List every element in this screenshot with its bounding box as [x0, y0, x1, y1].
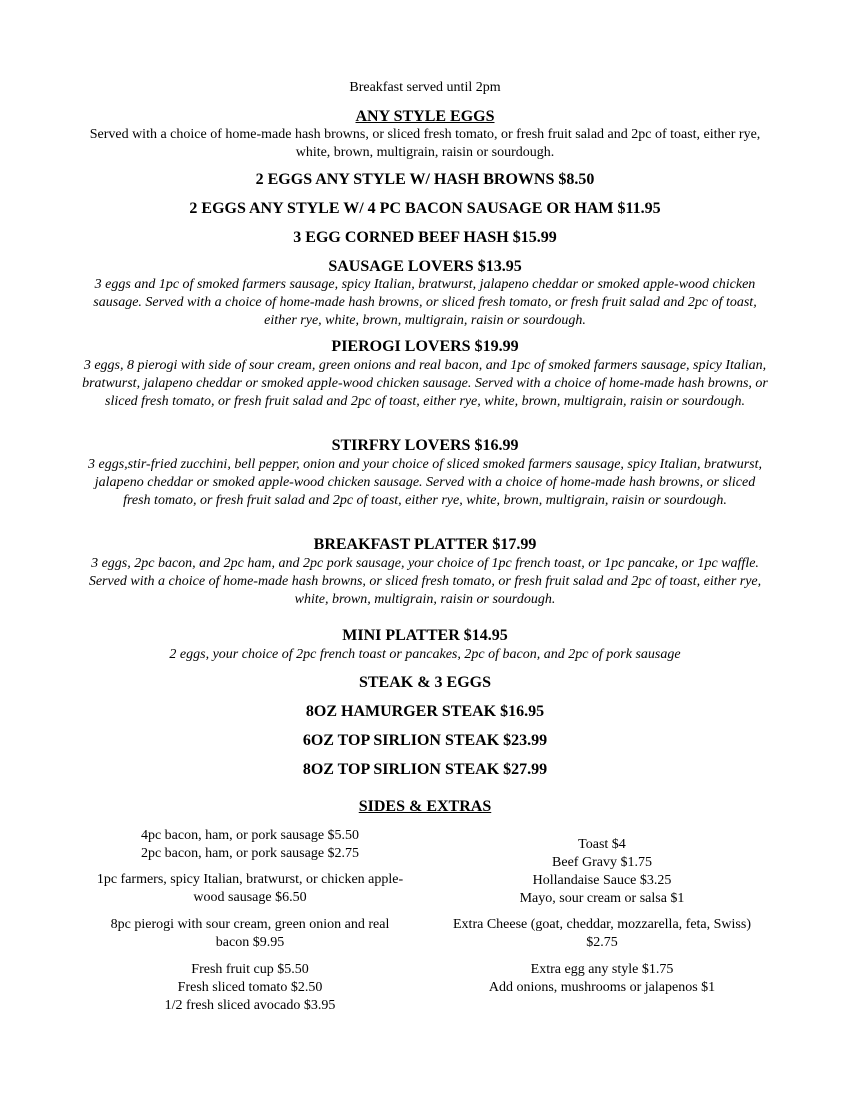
menu-item-stirfry-lovers: STIRFRY LOVERS $16.99	[331, 437, 519, 454]
menu-item-two-eggs-meat: 2 EGGS ANY STYLE W/ 4 PC BACON SAUSAGE OR HAM $11.95	[189, 200, 661, 217]
extras-sauces-group: Toast $4 Beef Gravy $1.75 Hollandaise Sauce $3.25 Mayo, sour cream or salsa $1	[519, 837, 685, 906]
pierogi-lovers-description: 3 eggs, 8 pierogi with side of sour cream, green onions and real bacon, and 1pc of smoked farmers sausage, spicy Italian, bratwurst, jalapeno cheddar or smoked apple-wood chicken sausage. Served with a choice of home-made hash browns, or sliced fresh tomato, or fresh fruit salad and 2pc of toast, either rye, white, brown, multigrain, raisin or sourdough.	[82, 358, 768, 409]
sides-sausage-group: 1pc farmers, spicy Italian, bratwurst, or chicken apple- wood sausage $6.50	[96, 872, 404, 905]
breakfast-hours: Breakfast served until 2pm	[349, 80, 501, 95]
menu-item-steak-and-eggs: STEAK & 3 EGGS	[358, 674, 492, 691]
sausage-lovers-description: 3 eggs and 1pc of smoked farmers sausage, spicy Italian, bratwurst, jalapeno cheddar or smoked apple-wood chicken sausage. Served with a choice of home-made hash browns, or sliced fresh tomato, or fresh fruit salad and 2pc of toast, either rye, white, brown, multigrain, raisin or sourdough.	[93, 277, 757, 328]
sides-fruit-group: Fresh fruit cup $5.50 Fresh sliced tomato $2.50 1/2 fresh sliced avocado $3.95	[164, 962, 336, 1013]
breakfast-platter-description: 3 eggs, 2pc bacon, and 2pc ham, and 2pc pork sausage, your choice of 1pc french toast, or 1pc pancake, or 1pc waffle. Served with a choice of home-made hash browns, or sliced fresh tomato, or fresh fruit salad and 2pc of toast, either rye, white, brown, multigrain, raisin or sourdough.	[88, 556, 762, 607]
stirfry-lovers-description: 3 eggs,stir-fried zucchini, bell pepper, onion and your choice of sliced smoked farmers sausage, spicy Italian, bratwurst, jalapeno cheddar or smoked apple-wood chicken sausage. Served with a choice of home-made hash browns, or sliced fresh tomato, or fresh fruit salad and 2pc of toast, either rye, white, brown, multigrain, raisin or sourdough.	[88, 457, 762, 508]
menu-item-hamburger-steak: 8OZ HAMURGER STEAK $16.95	[305, 703, 545, 720]
menu-item-two-eggs-hash: 2 EGGS ANY STYLE W/ HASH BROWNS $8.50	[255, 171, 595, 188]
menu-item-pierogi-lovers: PIEROGI LOVERS $19.99	[331, 338, 519, 355]
menu-item-sirloin-8oz: 8OZ TOP SIRLION STEAK $27.99	[302, 761, 548, 778]
mini-platter-description: 2 eggs, your choice of 2pc french toast or pancakes, 2pc of bacon, and 2pc of pork sausage	[169, 647, 681, 662]
extras-cheese-group: Extra Cheese (goat, cheddar, mozzarella, feta, Swiss) $2.75	[453, 917, 751, 950]
section-title-sides-extras: SIDES & EXTRAS	[358, 798, 492, 815]
menu-item-corned-beef-hash: 3 EGG CORNED BEEF HASH $15.99	[293, 229, 557, 246]
menu-item-sausage-lovers: SAUSAGE LOVERS $13.95	[328, 258, 522, 275]
menu-item-sirloin-6oz: 6OZ TOP SIRLION STEAK $23.99	[302, 732, 548, 749]
menu-item-mini-platter: MINI PLATTER $14.95	[342, 627, 508, 644]
section-title-any-style-eggs: ANY STYLE EGGS	[355, 108, 495, 125]
eggs-description: Served with a choice of home-made hash browns, or sliced fresh tomato, or fresh fruit salad and 2pc of toast, either rye, white, brown, multigrain, raisin or sourdough.	[89, 127, 761, 160]
extras-egg-group: Extra egg any style $1.75 Add onions, mushrooms or jalapenos $1	[488, 962, 716, 995]
menu-item-breakfast-platter: BREAKFAST PLATTER $17.99	[313, 536, 537, 553]
sides-pierogi-group: 8pc pierogi with sour cream, green onion and real bacon $9.95	[110, 917, 390, 950]
sides-meat-group: 4pc bacon, ham, or pork sausage $5.50 2pc bacon, ham, or pork sausage $2.75	[140, 828, 360, 861]
